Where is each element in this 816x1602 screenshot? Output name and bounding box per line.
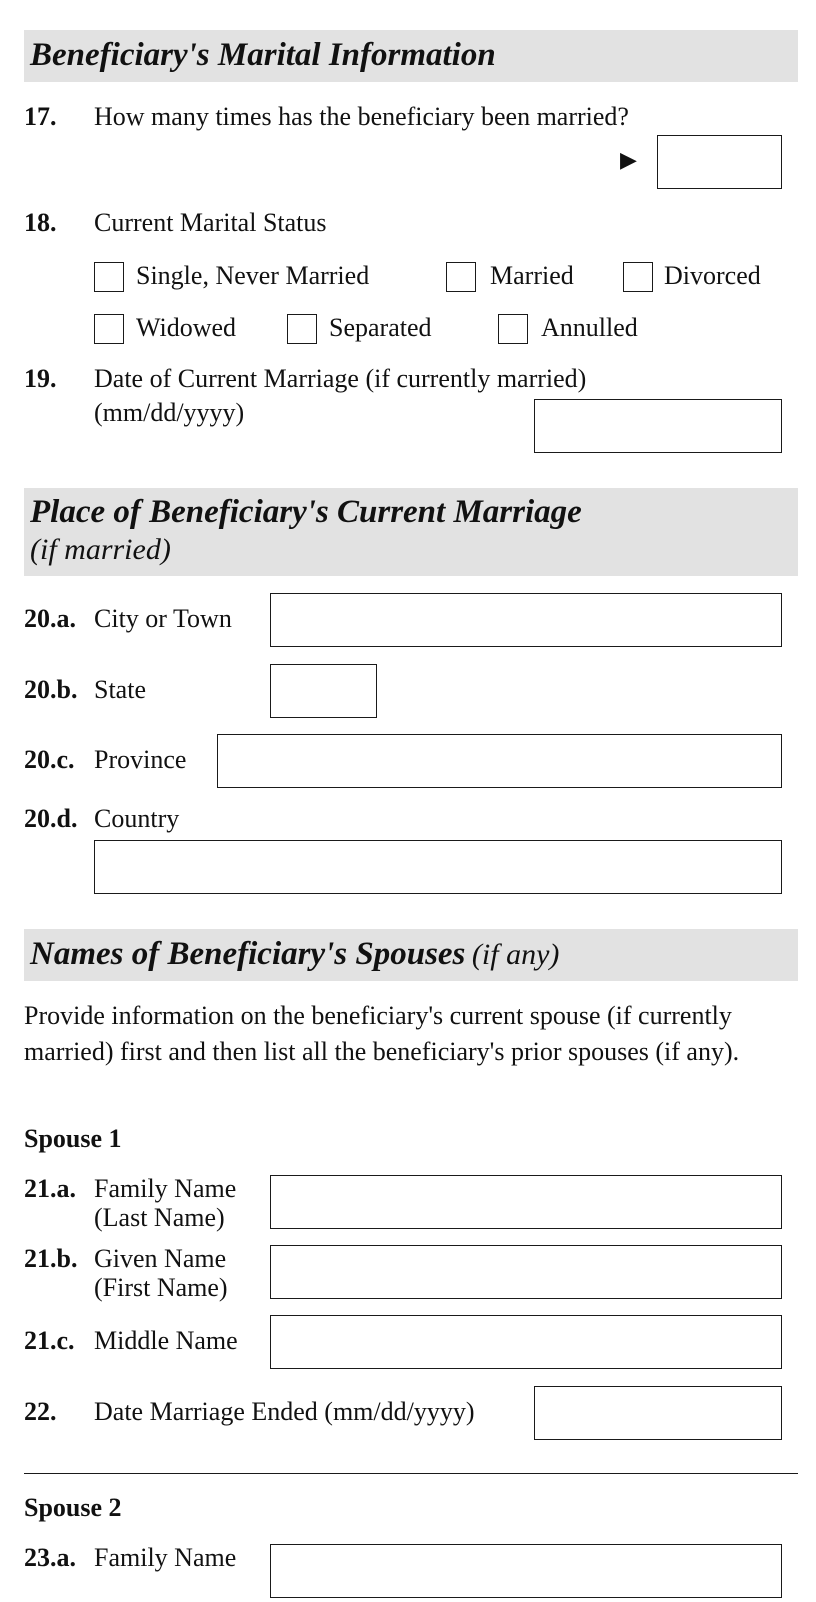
checkbox-widowed[interactable] (94, 314, 124, 344)
spouse-1-heading: Spouse 1 (24, 1124, 122, 1153)
section-header-place-of-marriage (24, 488, 798, 576)
option-label-married: Married (490, 261, 574, 290)
question-number-20d: 20.d. (24, 804, 78, 833)
times-married-label: How many times has the beneficiary been married? (94, 102, 629, 131)
question-number-21c: 21.c. (24, 1326, 75, 1355)
state-input[interactable] (270, 664, 377, 718)
marriage-date-label: Date of Current Marriage (if currently married) (94, 364, 587, 393)
question-number-23a: 23.a. (24, 1543, 76, 1572)
times-married-input[interactable] (657, 135, 782, 189)
spouse-1-marriage-ended-input[interactable] (534, 1386, 782, 1440)
section-title: Beneficiary's Marital Information (30, 37, 496, 73)
checkbox-single-never-married[interactable] (94, 262, 124, 292)
province-label: Province (94, 745, 187, 774)
marriage-date-format-label: (mm/dd/yyyy) (94, 398, 245, 427)
spouse-1-given-name-input[interactable] (270, 1245, 782, 1299)
given-name-label: Given Name (94, 1244, 227, 1273)
question-number-18: 18. (24, 208, 57, 237)
section-note: (if any) (471, 938, 560, 971)
section-title: Place of Beneficiary's Current Marriage (30, 494, 582, 530)
spouse-1-middle-name-input[interactable] (270, 1315, 782, 1369)
city-label: City or Town (94, 604, 232, 633)
spouse-2-family-name-input[interactable] (270, 1544, 782, 1598)
option-label-divorced: Divorced (664, 261, 761, 290)
spouse-1-family-name-input[interactable] (270, 1175, 782, 1229)
checkbox-separated[interactable] (287, 314, 317, 344)
option-label-annulled: Annulled (541, 313, 638, 342)
question-number-22: 22. (24, 1397, 57, 1426)
question-number-20c: 20.c. (24, 745, 75, 774)
question-number-19: 19. (24, 364, 57, 393)
checkbox-divorced[interactable] (623, 262, 653, 292)
section-title: Names of Beneficiary's Spouses (30, 936, 466, 972)
checkbox-married[interactable] (446, 262, 476, 292)
section-note: (if married) (30, 533, 171, 566)
question-number-21b: 21.b. (24, 1244, 78, 1273)
question-number-20b: 20.b. (24, 675, 78, 704)
spouse-2-family-name-label: Family Name (94, 1543, 237, 1572)
right-triangle-icon: ▶ (620, 147, 637, 172)
spouse-instructions: Provide information on the beneficiary's current spouse (if currently married) first and then list all the beneficiary's prior spouses (if any). (24, 1001, 740, 1066)
marriage-date-input[interactable] (534, 399, 782, 453)
section-header-spouses (24, 929, 798, 981)
section-header-marital-information (24, 30, 798, 82)
checkbox-annulled[interactable] (498, 314, 528, 344)
country-input[interactable] (94, 840, 782, 894)
marriage-ended-label: Date Marriage Ended (mm/dd/yyyy) (94, 1397, 475, 1426)
option-label-single: Single, Never Married (136, 261, 370, 290)
country-label: Country (94, 804, 180, 833)
given-name-sub-label: (First Name) (94, 1273, 228, 1302)
marital-status-label: Current Marital Status (94, 208, 327, 237)
family-name-label: Family Name (94, 1174, 237, 1203)
family-name-sub-label: (Last Name) (94, 1203, 225, 1232)
middle-name-label: Middle Name (94, 1326, 238, 1355)
option-label-widowed: Widowed (136, 313, 237, 342)
state-label: State (94, 675, 146, 704)
question-number-20a: 20.a. (24, 604, 76, 633)
divider (24, 1473, 798, 1474)
option-label-separated: Separated (329, 313, 432, 342)
spouse-2-heading: Spouse 2 (24, 1493, 122, 1522)
province-input[interactable] (217, 734, 782, 788)
question-number-17: 17. (24, 102, 57, 131)
city-input[interactable] (270, 593, 782, 647)
question-number-21a: 21.a. (24, 1174, 76, 1203)
